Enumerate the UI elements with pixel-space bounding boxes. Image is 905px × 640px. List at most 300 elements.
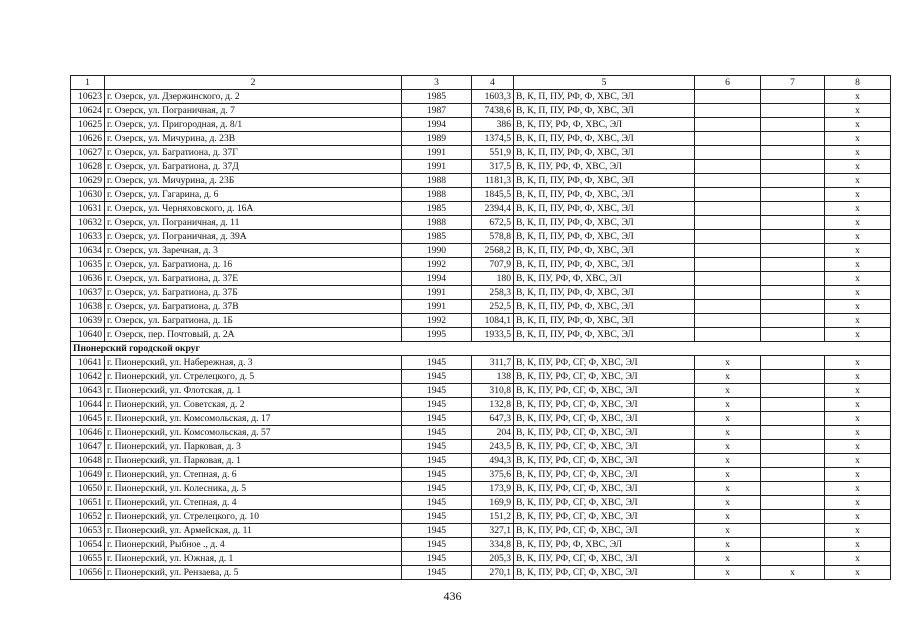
address-cell: г. Озерск, ул. Дзержинского, д. 2 [105, 90, 402, 104]
year-cell: 1991 [402, 286, 472, 300]
col8-cell: х [825, 328, 891, 342]
col8-cell: х [825, 286, 891, 300]
systems-cell: В, К, П, ПУ, РФ, Ф, ХВС, ЭЛ [514, 188, 695, 202]
table-row [71, 132, 891, 146]
header-row [71, 76, 891, 90]
year-cell: 1945 [402, 356, 472, 370]
address-cell: г. Пионерский, ул. Набережная, д. 3 [105, 356, 402, 370]
address-cell: г. Озерск, ул. Черняховского, д. 16А [105, 202, 402, 216]
table-row [71, 160, 891, 174]
row-number: 10649 [71, 468, 105, 482]
area-cell: 243,5 [472, 440, 514, 454]
col8-cell: х [825, 566, 891, 580]
table-row [71, 552, 891, 566]
year-cell: 1945 [402, 538, 472, 552]
col6-cell [695, 104, 761, 118]
col7-cell [761, 440, 825, 454]
table-row [71, 202, 891, 216]
address-cell: г. Озерск, ул. Мичурина, д. 23Б [105, 174, 402, 188]
systems-cell: В, К, ПУ, РФ, СГ, Ф, ХВС, ЭЛ [514, 524, 695, 538]
col7-cell [761, 314, 825, 328]
header-cell-3: 3 [402, 76, 472, 90]
area-cell: 138 [472, 370, 514, 384]
section-title: Пионерский городской округ [71, 342, 891, 356]
col6-cell: х [695, 370, 761, 384]
address-cell: г. Пионерский, ул. Парковая, д. 3 [105, 440, 402, 454]
address-cell: г. Озерск, ул. Багратиона, д. 37Е [105, 272, 402, 286]
systems-cell: В, К, ПУ, РФ, СГ, Ф, ХВС, ЭЛ [514, 398, 695, 412]
address-cell: г. Пионерский, ул. Комсомольская, д. 57 [105, 426, 402, 440]
year-cell: 1945 [402, 454, 472, 468]
systems-cell: В, К, ПУ, РФ, Ф, ХВС, ЭЛ [514, 160, 695, 174]
address-cell: г. Пионерский, ул. Армейская, д. 11 [105, 524, 402, 538]
year-cell: 1992 [402, 258, 472, 272]
address-cell: г. Озерск, пер. Почтовый, д. 2А [105, 328, 402, 342]
row-number: 10644 [71, 398, 105, 412]
table-row [71, 90, 891, 104]
area-cell: 151,2 [472, 510, 514, 524]
systems-cell: В, К, П, ПУ, РФ, Ф, ХВС, ЭЛ [514, 258, 695, 272]
year-cell: 1989 [402, 132, 472, 146]
col8-cell: х [825, 552, 891, 566]
systems-cell: В, К, П, ПУ, РФ, Ф, ХВС, ЭЛ [514, 90, 695, 104]
address-cell: г. Пионерский, ул. Рензаева, д. 5 [105, 566, 402, 580]
table-row [71, 174, 891, 188]
col8-cell: х [825, 412, 891, 426]
col6-cell [695, 146, 761, 160]
col7-cell [761, 286, 825, 300]
systems-cell: В, К, ПУ, РФ, СГ, Ф, ХВС, ЭЛ [514, 384, 695, 398]
register-table [70, 75, 891, 580]
col7-cell [761, 174, 825, 188]
row-number: 10642 [71, 370, 105, 384]
year-cell: 1994 [402, 272, 472, 286]
year-cell: 1945 [402, 398, 472, 412]
area-cell: 672,5 [472, 216, 514, 230]
table-row [71, 118, 891, 132]
table-row [71, 328, 891, 342]
year-cell: 1985 [402, 202, 472, 216]
col8-cell: х [825, 468, 891, 482]
year-cell: 1994 [402, 118, 472, 132]
area-cell: 205,3 [472, 552, 514, 566]
address-cell: г. Озерск, ул. Пограничная, д. 7 [105, 104, 402, 118]
table-row [71, 356, 891, 370]
area-cell: 204 [472, 426, 514, 440]
header-cell-1: 1 [71, 76, 105, 90]
address-cell: г. Пионерский, ул. Флотская, д. 1 [105, 384, 402, 398]
col7-cell [761, 258, 825, 272]
col7-cell [761, 300, 825, 314]
table-row [71, 538, 891, 552]
table-row [71, 272, 891, 286]
row-number: 10638 [71, 300, 105, 314]
col6-cell: х [695, 454, 761, 468]
year-cell: 1945 [402, 440, 472, 454]
row-number: 10639 [71, 314, 105, 328]
row-number: 10631 [71, 202, 105, 216]
systems-cell: В, К, ПУ, РФ, Ф, ХВС, ЭЛ [514, 118, 695, 132]
year-cell: 1945 [402, 496, 472, 510]
col7-cell [761, 272, 825, 286]
col6-cell [695, 328, 761, 342]
year-cell: 1988 [402, 174, 472, 188]
col6-cell: х [695, 510, 761, 524]
row-number: 10628 [71, 160, 105, 174]
col8-cell: х [825, 370, 891, 384]
address-cell: г. Озерск, ул. Гагарина, д. 6 [105, 188, 402, 202]
address-cell: г. Пионерский, ул. Стрелецкого, д. 5 [105, 370, 402, 384]
address-cell: г. Пионерский, ул. Парковая, д. 1 [105, 454, 402, 468]
row-number: 10625 [71, 118, 105, 132]
address-cell: г. Озерск, ул. Багратиона, д. 37Г [105, 146, 402, 160]
area-cell: 1374,5 [472, 132, 514, 146]
row-number: 10630 [71, 188, 105, 202]
col8-cell: х [825, 104, 891, 118]
row-number: 10641 [71, 356, 105, 370]
year-cell: 1945 [402, 426, 472, 440]
col7-cell [761, 328, 825, 342]
table-row [71, 244, 891, 258]
col7-cell [761, 230, 825, 244]
row-number: 10653 [71, 524, 105, 538]
area-cell: 1603,3 [472, 90, 514, 104]
address-cell: г. Озерск, ул. Пограничная, д. 11 [105, 216, 402, 230]
header-cell-6: 6 [695, 76, 761, 90]
col8-cell: х [825, 174, 891, 188]
col8-cell: х [825, 244, 891, 258]
col6-cell: х [695, 566, 761, 580]
col8-cell: х [825, 384, 891, 398]
col7-cell [761, 412, 825, 426]
col7-cell [761, 118, 825, 132]
col6-cell: х [695, 538, 761, 552]
year-cell: 1985 [402, 230, 472, 244]
systems-cell: В, К, ПУ, РФ, СГ, Ф, ХВС, ЭЛ [514, 468, 695, 482]
col6-cell: х [695, 356, 761, 370]
area-cell: 132,8 [472, 398, 514, 412]
row-number: 10627 [71, 146, 105, 160]
area-cell: 647,3 [472, 412, 514, 426]
col7-cell [761, 132, 825, 146]
col7-cell [761, 468, 825, 482]
systems-cell: В, К, П, ПУ, РФ, Ф, ХВС, ЭЛ [514, 216, 695, 230]
area-cell: 1084,1 [472, 314, 514, 328]
col6-cell [695, 118, 761, 132]
row-number: 10652 [71, 510, 105, 524]
table-body [71, 76, 891, 580]
col6-cell [695, 90, 761, 104]
systems-cell: В, К, П, ПУ, РФ, Ф, ХВС, ЭЛ [514, 202, 695, 216]
header-cell-7: 7 [761, 76, 825, 90]
row-number: 10634 [71, 244, 105, 258]
year-cell: 1945 [402, 468, 472, 482]
col6-cell [695, 258, 761, 272]
header-cell-5: 5 [514, 76, 695, 90]
year-cell: 1992 [402, 314, 472, 328]
col7-cell [761, 370, 825, 384]
table-row [71, 300, 891, 314]
address-cell: г. Пионерский, ул. Южная, д. 1 [105, 552, 402, 566]
col6-cell [695, 216, 761, 230]
col7-cell [761, 216, 825, 230]
systems-cell: В, К, П, ПУ, РФ, Ф, ХВС, ЭЛ [514, 328, 695, 342]
col6-cell: х [695, 524, 761, 538]
address-cell: г. Озерск, ул. Багратиона, д. 37Д [105, 160, 402, 174]
area-cell: 2394,4 [472, 202, 514, 216]
table-row [71, 258, 891, 272]
row-number: 10651 [71, 496, 105, 510]
year-cell: 1945 [402, 384, 472, 398]
area-cell: 252,5 [472, 300, 514, 314]
col8-cell: х [825, 524, 891, 538]
systems-cell: В, К, ПУ, РФ, Ф, ХВС, ЭЛ [514, 272, 695, 286]
col8-cell: х [825, 272, 891, 286]
systems-cell: В, К, ПУ, РФ, СГ, Ф, ХВС, ЭЛ [514, 454, 695, 468]
col6-cell [695, 230, 761, 244]
year-cell: 1945 [402, 482, 472, 496]
col7-cell [761, 356, 825, 370]
header-cell-2: 2 [105, 76, 402, 90]
row-number: 10635 [71, 258, 105, 272]
table-row [71, 370, 891, 384]
col7-cell [761, 454, 825, 468]
year-cell: 1991 [402, 300, 472, 314]
address-cell: г. Озерск, ул. Багратиона, д. 16 [105, 258, 402, 272]
area-cell: 270,1 [472, 566, 514, 580]
col7-cell [761, 426, 825, 440]
row-number: 10640 [71, 328, 105, 342]
col8-cell: х [825, 454, 891, 468]
col7-cell [761, 510, 825, 524]
col7-cell [761, 202, 825, 216]
col8-cell: х [825, 258, 891, 272]
year-cell: 1988 [402, 188, 472, 202]
col6-cell: х [695, 552, 761, 566]
col8-cell: х [825, 496, 891, 510]
col8-cell: х [825, 426, 891, 440]
systems-cell: В, К, П, ПУ, РФ, Ф, ХВС, ЭЛ [514, 104, 695, 118]
col6-cell: х [695, 384, 761, 398]
area-cell: 1933,5 [472, 328, 514, 342]
row-number: 10650 [71, 482, 105, 496]
header-cell-4: 4 [472, 76, 514, 90]
col8-cell: х [825, 300, 891, 314]
area-cell: 327,1 [472, 524, 514, 538]
col7-cell [761, 524, 825, 538]
row-number: 10637 [71, 286, 105, 300]
page-number: 436 [443, 589, 462, 603]
year-cell: 1945 [402, 510, 472, 524]
area-cell: 494,3 [472, 454, 514, 468]
systems-cell: В, К, П, ПУ, РФ, Ф, ХВС, ЭЛ [514, 174, 695, 188]
col8-cell: х [825, 118, 891, 132]
area-cell: 578,8 [472, 230, 514, 244]
col7-cell [761, 90, 825, 104]
col8-cell: х [825, 132, 891, 146]
systems-cell: В, К, ПУ, РФ, СГ, Ф, ХВС, ЭЛ [514, 370, 695, 384]
col7-cell [761, 146, 825, 160]
row-number: 10632 [71, 216, 105, 230]
systems-cell: В, К, П, ПУ, РФ, Ф, ХВС, ЭЛ [514, 132, 695, 146]
address-cell: г. Пионерский, ул. Советская, д. 2 [105, 398, 402, 412]
area-cell: 375,6 [472, 468, 514, 482]
year-cell: 1995 [402, 328, 472, 342]
header-cell-8: 8 [825, 76, 891, 90]
col8-cell: х [825, 314, 891, 328]
col6-cell: х [695, 426, 761, 440]
col8-cell: х [825, 146, 891, 160]
col6-cell: х [695, 482, 761, 496]
address-cell: г. Озерск, ул. Мичурина, д. 23В [105, 132, 402, 146]
year-cell: 1991 [402, 146, 472, 160]
col6-cell [695, 300, 761, 314]
address-cell: г. Пионерский, ул. Комсомольская, д. 17 [105, 412, 402, 426]
systems-cell: В, К, ПУ, РФ, СГ, Ф, ХВС, ЭЛ [514, 426, 695, 440]
section-row [71, 342, 891, 356]
row-number: 10624 [71, 104, 105, 118]
year-cell: 1990 [402, 244, 472, 258]
systems-cell: В, К, ПУ, РФ, СГ, Ф, ХВС, ЭЛ [514, 510, 695, 524]
row-number: 10645 [71, 412, 105, 426]
col6-cell: х [695, 440, 761, 454]
address-cell: г. Озерск, ул. Заречная, д. 3 [105, 244, 402, 258]
table-row [71, 188, 891, 202]
systems-cell: В, К, ПУ, РФ, СГ, Ф, ХВС, ЭЛ [514, 356, 695, 370]
year-cell: 1945 [402, 412, 472, 426]
col7-cell [761, 538, 825, 552]
address-cell: г. Пионерский, ул. Колесника, д. 5 [105, 482, 402, 496]
table-row [71, 510, 891, 524]
year-cell: 1988 [402, 216, 472, 230]
col6-cell [695, 244, 761, 258]
area-cell: 310,8 [472, 384, 514, 398]
table-row [71, 496, 891, 510]
area-cell: 317,5 [472, 160, 514, 174]
col7-cell [761, 552, 825, 566]
systems-cell: В, К, ПУ, РФ, СГ, Ф, ХВС, ЭЛ [514, 496, 695, 510]
col6-cell [695, 286, 761, 300]
table-row [71, 384, 891, 398]
address-cell: г. Пионерский, Рыбное ., д. 4 [105, 538, 402, 552]
col8-cell: х [825, 230, 891, 244]
systems-cell: В, К, П, ПУ, РФ, Ф, ХВС, ЭЛ [514, 244, 695, 258]
area-cell: 1845,5 [472, 188, 514, 202]
col6-cell [695, 174, 761, 188]
systems-cell: В, К, П, ПУ, РФ, Ф, ХВС, ЭЛ [514, 230, 695, 244]
col6-cell [695, 202, 761, 216]
area-cell: 169,9 [472, 496, 514, 510]
year-cell: 1991 [402, 160, 472, 174]
area-cell: 258,3 [472, 286, 514, 300]
area-cell: 311,7 [472, 356, 514, 370]
table-row [71, 146, 891, 160]
row-number: 10643 [71, 384, 105, 398]
address-cell: г. Озерск, ул. Багратиона, д. 37Б [105, 286, 402, 300]
col6-cell [695, 188, 761, 202]
row-number: 10636 [71, 272, 105, 286]
year-cell: 1945 [402, 552, 472, 566]
col6-cell: х [695, 496, 761, 510]
row-number: 10647 [71, 440, 105, 454]
col6-cell: х [695, 468, 761, 482]
year-cell: 1945 [402, 566, 472, 580]
address-cell: г. Пионерский, ул. Степная, д. 4 [105, 496, 402, 510]
col8-cell: х [825, 202, 891, 216]
row-number: 10648 [71, 454, 105, 468]
col7-cell [761, 496, 825, 510]
systems-cell: В, К, П, ПУ, РФ, Ф, ХВС, ЭЛ [514, 314, 695, 328]
col8-cell: х [825, 538, 891, 552]
table-row [71, 468, 891, 482]
systems-cell: В, К, П, ПУ, РФ, Ф, ХВС, ЭЛ [514, 286, 695, 300]
area-cell: 7438,6 [472, 104, 514, 118]
systems-cell: В, К, ПУ, РФ, СГ, Ф, ХВС, ЭЛ [514, 440, 695, 454]
table-row [71, 454, 891, 468]
address-cell: г. Озерск, ул. Багратиона, д. 1Б [105, 314, 402, 328]
col7-cell [761, 398, 825, 412]
col6-cell [695, 272, 761, 286]
year-cell: 1985 [402, 90, 472, 104]
table-row [71, 412, 891, 426]
row-number: 10655 [71, 552, 105, 566]
address-cell: г. Пионерский, ул. Степная, д. 6 [105, 468, 402, 482]
col8-cell: х [825, 510, 891, 524]
table-row [71, 566, 891, 580]
address-cell: г. Озерск, ул. Багратиона, д. 37В [105, 300, 402, 314]
area-cell: 334,8 [472, 538, 514, 552]
systems-cell: В, К, П, ПУ, РФ, Ф, ХВС, ЭЛ [514, 300, 695, 314]
col8-cell: х [825, 160, 891, 174]
area-cell: 2568,2 [472, 244, 514, 258]
address-cell: г. Пионерский, ул. Стрелецкого, д. 10 [105, 510, 402, 524]
row-number: 10633 [71, 230, 105, 244]
row-number: 10629 [71, 174, 105, 188]
table-row [71, 286, 891, 300]
col8-cell: х [825, 188, 891, 202]
col8-cell: х [825, 356, 891, 370]
table-row [71, 398, 891, 412]
area-cell: 386 [472, 118, 514, 132]
area-cell: 173,9 [472, 482, 514, 496]
table-row [71, 482, 891, 496]
area-cell: 1181,3 [472, 174, 514, 188]
systems-cell: В, К, П, ПУ, РФ, Ф, ХВС, ЭЛ [514, 146, 695, 160]
col6-cell: х [695, 398, 761, 412]
area-cell: 551,9 [472, 146, 514, 160]
table-row [71, 104, 891, 118]
table-row [71, 230, 891, 244]
col7-cell [761, 104, 825, 118]
col8-cell: х [825, 482, 891, 496]
col6-cell: х [695, 412, 761, 426]
col7-cell [761, 244, 825, 258]
area-cell: 180 [472, 272, 514, 286]
systems-cell: В, К, ПУ, РФ, СГ, Ф, ХВС, ЭЛ [514, 482, 695, 496]
col7-cell [761, 160, 825, 174]
row-number: 10626 [71, 132, 105, 146]
systems-cell: В, К, ПУ, РФ, СГ, Ф, ХВС, ЭЛ [514, 552, 695, 566]
col8-cell: х [825, 440, 891, 454]
table-row [71, 524, 891, 538]
col6-cell [695, 314, 761, 328]
systems-cell: В, К, ПУ, РФ, СГ, Ф, ХВС, ЭЛ [514, 566, 695, 580]
col7-cell: х [761, 566, 825, 580]
table-row [71, 440, 891, 454]
row-number: 10656 [71, 566, 105, 580]
year-cell: 1945 [402, 524, 472, 538]
row-number: 10646 [71, 426, 105, 440]
